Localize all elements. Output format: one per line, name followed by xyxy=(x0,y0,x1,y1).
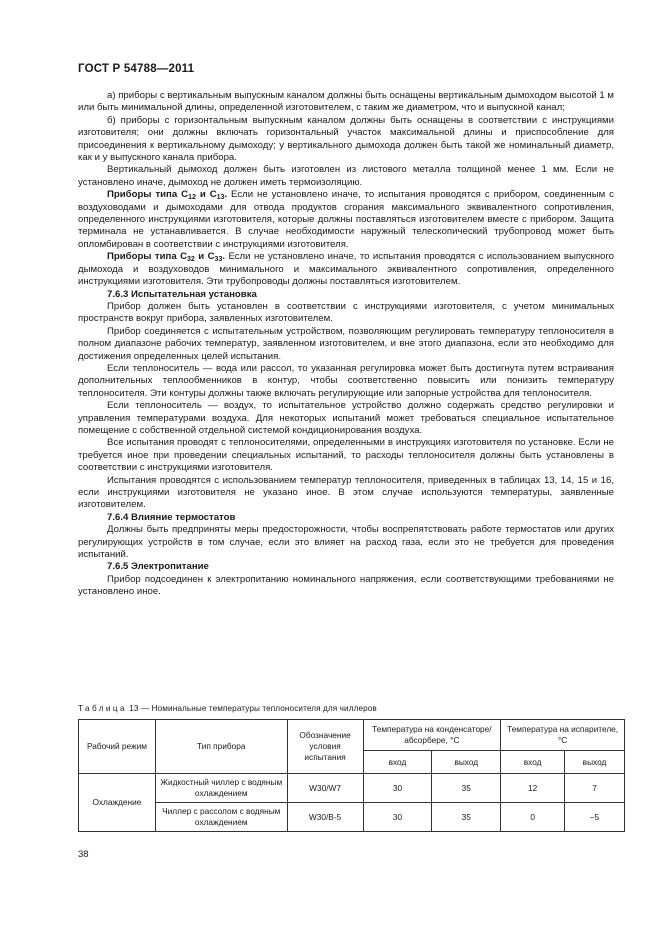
header-designation: Обозначение условия испытания xyxy=(287,720,363,774)
header-type: Тип прибора xyxy=(155,720,287,774)
header-evaporator-out: выход xyxy=(565,751,625,774)
device-type-heading: Приборы типа $C_{12}$ и $C_{13}$. xyxy=(107,189,228,202)
header-condenser-in: вход xyxy=(363,751,432,774)
paragraph-c12-c13: Приборы типа $C_{12}$ и $C_{13}$. Если не установлено иначе, то испытания проводятся с прибором, соединенным с воздуховодами и дымоходами для отвода продуктов сгорания максимального эквивалентного сопротивления, определенного инструкциями изготовителя, которые должны поставляться изготовителем вместе с прибором. Защита терминала не устанавливается. В случае необходимости наружный телескопический трубопровод может быть опломбирован в соответствии с инструкциями изготовителя. xyxy=(78,189,614,250)
header-mode: Рабочий режим xyxy=(79,720,156,774)
paragraph-c32-c33: Приборы типа $C_{32}$ и $C_{33}$. Если не установлено иначе, то испытания проводятся с использованием выпускного дымохода и воздуховодов минимального и максимального эквивалентного сопротивления, определенного инструкциями изготовителя. Эти трубопроводы должны поставляться изготовителем. xyxy=(78,251,614,288)
header-evaporator-in: вход xyxy=(501,751,565,774)
evaporator-in-cell: 0 xyxy=(501,803,565,832)
header-condenser: Температура на конденсаторе/абсорбере, °С xyxy=(363,720,501,751)
condenser-in-cell: 30 xyxy=(363,774,432,803)
paragraph: Прибор подсоединен к электропитанию номинального напряжения, если соответствующими требованиями не установлено иное. xyxy=(78,573,614,598)
section-heading-763: 7.6.3 Испытательная установка xyxy=(107,288,257,300)
body-text xyxy=(78,90,614,599)
evaporator-in-cell: 12 xyxy=(501,774,565,803)
section-heading-765: 7.6.5 Электропитание xyxy=(107,561,209,573)
paragraph: Все испытания проводят с теплоносителями, определенными в инструкциях изготовителя по установке. Если не требуется иное при проведении специальных испытаний, то расходы теплоносителя должны быть установлены в соответствии с инструкциями изготовителя. xyxy=(78,437,614,474)
evaporator-out-cell: –5 xyxy=(565,803,625,832)
document-header: ГОСТ Р 54788—2011 xyxy=(78,63,195,75)
type-cell: Жидкостный чиллер с водяным охлаждением xyxy=(155,774,287,803)
table-row xyxy=(79,803,625,832)
header-condenser-out: выход xyxy=(432,751,501,774)
designation-cell: W30/W7 xyxy=(287,774,363,803)
type-cell: Чиллер с рассолом с водяным охлаждением xyxy=(155,803,287,832)
table-row xyxy=(79,774,625,803)
table-caption xyxy=(78,704,377,713)
header-evaporator: Температура на испарителе, °С xyxy=(501,720,625,751)
page-number: 38 xyxy=(78,849,89,860)
paragraph: б) приборы с горизонтальным выпускным каналом должны быть оснащены в соответствии с инструкциями изготовителя; они должны включать горизонтальный участок максимальной длины и приспособление для присоединения к вертикальному дымоходу; у вертикального дымохода должен быть такой же номинальный диаметр, как и у выпускного канала прибора. xyxy=(78,114,614,164)
temperature-table xyxy=(78,719,625,832)
paragraph: а) приборы с вертикальным выпускным каналом должны быть оснащены вертикальным дымоходом высотой 1 м или быть минимальной длины, определенной изготовителем, с таким же диаметром, что и выпускной канал; xyxy=(78,90,614,114)
evaporator-out-cell: 7 xyxy=(565,774,625,803)
mode-cell: Охлаждение xyxy=(79,774,156,832)
paragraph: Если теплоноситель — воздух, то испытательное устройство должно содержать средство регулировки и управления температурами воздуха. Для некоторых испытаний может требоваться специальное испытательное помещение с собственной отдельной системой кондиционирования воздуха. xyxy=(78,400,614,436)
paragraph: Должны быть предприняты меры предосторожности, чтобы воспрепятствовать работе термостатов или других регулирующих устройств в том случае, если это влияет на расход газа, если это не требуется для проведения испытаний. xyxy=(78,524,614,561)
paragraph: Прибор должен быть установлен в соответствии с инструкциями изготовителя, с учетом минимальных пространств вокруг прибора, заявленных изготовителем. xyxy=(78,300,614,325)
paragraph: Прибор соединяется с испытательным устройством, позволяющим регулировать температуру теплоносителя в полном диапазоне рабочих температур, заявленном изготовителем, и вне этого диапазона, если это необходимо для достижения определенных целей испытания. xyxy=(78,325,614,362)
paragraph: Вертикальный дымоход должен быть изготовлен из листового металла толщиной менее 1 мм. Если не установлено иначе, дымоход не должен иметь термоизоляцию. xyxy=(78,164,614,188)
table-caption-text: 13 — Номинальные температуры теплоносителя для чиллеров xyxy=(126,704,377,713)
device-type-heading: Приборы типа $C_{32}$ и $C_{33}$. xyxy=(107,251,226,264)
condenser-out-cell: 35 xyxy=(432,803,501,832)
condenser-in-cell: 30 xyxy=(363,803,432,832)
condenser-out-cell: 35 xyxy=(432,774,501,803)
designation-cell: W30/B-5 xyxy=(287,803,363,832)
section-heading-764: 7.6.4 Влияние термостатов xyxy=(107,511,236,523)
table-caption-label: Таблица xyxy=(78,704,127,713)
paragraph: Если теплоноситель — вода или рассол, то указанная регулировка может быть достигнута путем встраивания дополнительных теплообменников в контур, чтобы соответственно повысить или понизить температуру теплоносителя. Эти контуры должны также включать регулирующие или запорные устройства для теплоносителя. xyxy=(78,362,614,399)
paragraph: Испытания проводятся с использованием температур теплоносителя, приведенных в таблицах 13, 14, 15 и 16, если инструкциями изготовителя не указано иное. В этом случае используются температуры, заявленные изготовителем. xyxy=(78,474,614,511)
